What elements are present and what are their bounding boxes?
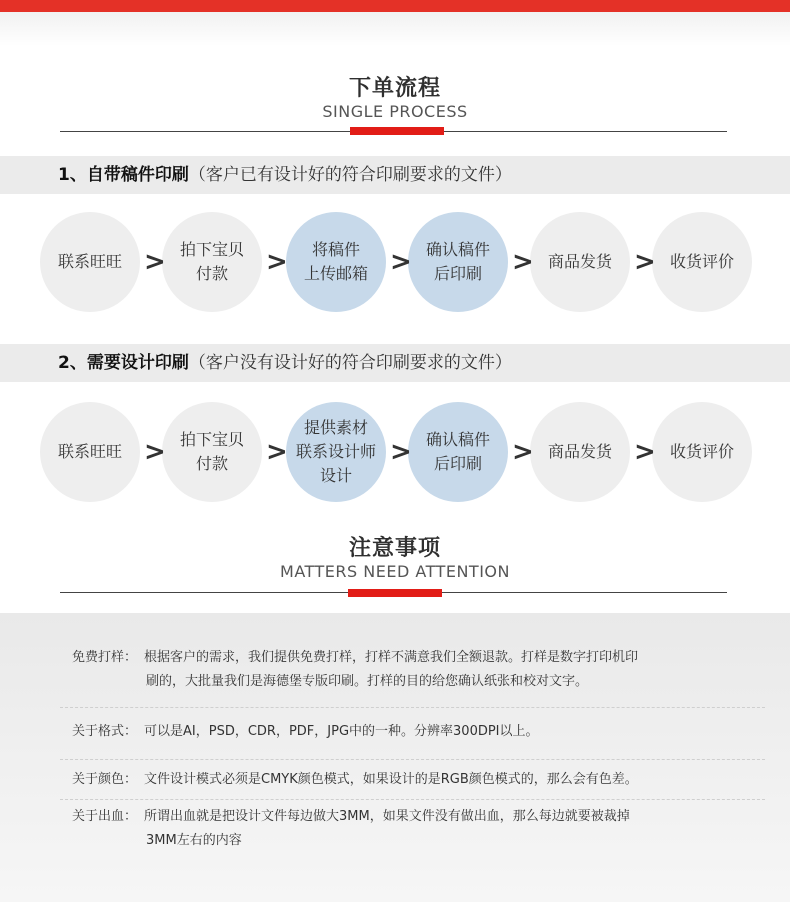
step-label: 收货评价	[669, 442, 734, 461]
flow2-label-note: （客户没有设计好的符合印刷要求的文件）	[188, 353, 512, 373]
flow1-step-2	[162, 212, 262, 312]
chevron-right-icon: >	[144, 437, 166, 467]
step-label: 提供素材 联系设计师 设计	[295, 418, 376, 485]
step-label: 收货评价	[669, 252, 734, 271]
flow2-step-4	[408, 402, 508, 502]
process-red-bar	[350, 127, 444, 135]
chevron-right-icon: >	[390, 437, 412, 467]
chevron-right-icon: >	[512, 247, 534, 277]
chevron-right-icon: >	[634, 247, 656, 277]
flow2-step-6	[652, 402, 752, 502]
step-label: 联系旺旺	[57, 252, 122, 271]
attention-header	[0, 536, 790, 582]
note-text: 可以是AI，PSD，CDR，PDF，JPG中的一种。分辨率300DPI以上。	[144, 724, 539, 739]
process-header	[0, 76, 790, 122]
process-subtitle: SINGLE PROCESS	[322, 102, 468, 121]
step-label: 拍下宝贝 付款	[179, 240, 244, 283]
flow1-label-note: （客户已有设计好的符合印刷要求的文件）	[188, 165, 512, 185]
flow1-step-3	[286, 212, 386, 312]
note-text: 所谓出血就是把设计文件每边做大3MM，如果文件没有做出血，那么每边就要被裁掉	[144, 809, 630, 824]
flow1-band	[0, 156, 790, 194]
note-text-cont: 3MM左右的内容	[146, 833, 242, 848]
note-label: 关于颜色：	[72, 772, 138, 787]
attention-subtitle: MATTERS NEED ATTENTION	[280, 562, 510, 581]
note-separator	[60, 799, 765, 800]
flow2-band	[0, 344, 790, 382]
chevron-right-icon: >	[266, 437, 288, 467]
chevron-right-icon: >	[512, 437, 534, 467]
step-label: 将稿件 上传邮箱	[303, 240, 368, 283]
note-separator	[60, 707, 765, 708]
process-title: 下单流程	[348, 76, 441, 101]
flow2-step-5	[530, 402, 630, 502]
note-label: 免费打样：	[72, 650, 138, 665]
step-label: 确认稿件 后印刷	[425, 430, 490, 473]
flow2-step-1	[40, 402, 140, 502]
flow2-label-main: 2、需要设计印刷	[58, 353, 189, 373]
note-label: 关于格式：	[72, 724, 138, 739]
flow1-step-6	[652, 212, 752, 312]
attention-red-bar	[348, 589, 442, 597]
flow2-label	[58, 353, 512, 373]
flow1-step-5	[530, 212, 630, 312]
flow1-step-1	[40, 212, 140, 312]
step-label: 商品发货	[547, 442, 612, 461]
top-accent-bar	[0, 0, 790, 12]
flow1-step-4	[408, 212, 508, 312]
flow1-label-main: 1、自带稿件印刷	[58, 165, 189, 185]
attention-title: 注意事项	[348, 536, 441, 561]
step-label: 确认稿件 后印刷	[425, 240, 490, 283]
step-label: 拍下宝贝 付款	[179, 430, 244, 473]
chevron-right-icon: >	[634, 437, 656, 467]
chevron-right-icon: >	[266, 247, 288, 277]
flow2-step-3	[286, 402, 386, 502]
note-separator	[60, 759, 765, 760]
note-text-cont: 刷的，大批量我们是海德堡专版印刷。打样的目的给您确认纸张和校对文字。	[146, 674, 589, 689]
step-label: 联系旺旺	[57, 442, 122, 461]
chevron-right-icon: >	[144, 247, 166, 277]
flow2-step-2	[162, 402, 262, 502]
step-label: 商品发货	[547, 252, 612, 271]
flow1-label	[58, 165, 512, 185]
note-text: 根据客户的需求，我们提供免费打样，打样不满意我们全额退款。打样是数字打印机印	[144, 650, 639, 665]
note-label: 关于出血：	[72, 809, 138, 824]
notes-panel	[0, 613, 790, 902]
chevron-right-icon: >	[390, 247, 412, 277]
top-fade	[0, 12, 790, 46]
note-text: 文件设计模式必须是CMYK颜色模式，如果设计的是RGB颜色模式的，那么会有色差。	[144, 772, 638, 787]
